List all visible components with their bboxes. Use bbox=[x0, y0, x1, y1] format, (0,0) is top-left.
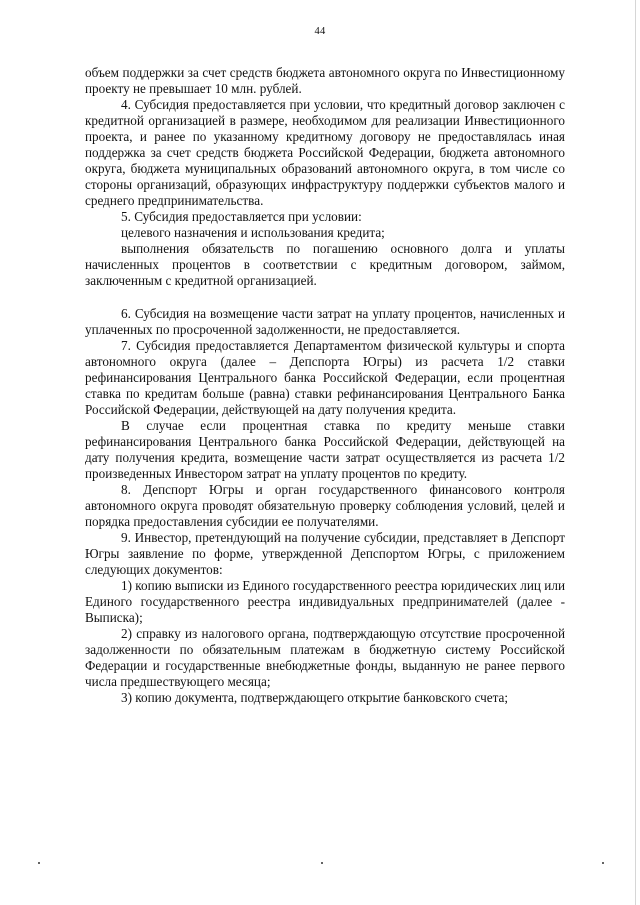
paragraph-gap bbox=[85, 289, 565, 306]
paragraph-4: 4. Субсидия предоставляется при условии, что кредитный договор заключен с кредитной организацией в размере, необходимом для реализации Инвестиционного проекта, и ранее по указанному кредитному договору не предоставлялась иная поддержка за счет средств бюджета Российской Федерации, бюджета автономного округа, бюджета муниципальных образований автономного округа, в том числе со стороны организаций, образующих инфраструктуру поддержки субъектов малого и среднего предпринимательства. bbox=[85, 97, 565, 208]
page-number: 44 bbox=[314, 26, 326, 37]
paragraph-5-condition-2: выполнения обязательств по погашению основного долга и уплаты начисленных процентов в соответствии с кредитным договором, займом, заключенным с кредитной организацией. bbox=[85, 241, 565, 288]
scan-speck bbox=[321, 862, 323, 864]
scan-speck bbox=[38, 862, 40, 864]
paragraph-9: 9. Инвестор, претендующий на получение субсидии, представляет в Депспорт Югры заявление по форме, утвержденной Депспортом Югры, с приложением следующих документов: bbox=[85, 530, 565, 577]
paragraph-5: 5. Субсидия предоставляется при условии: bbox=[121, 209, 362, 224]
paragraph-5-condition-1: целевого назначения и использования кредита; bbox=[121, 225, 385, 240]
paragraph-9-item-1: 1) копию выписки из Единого государственного реестра юридических лиц или Единого государственного реестра индивидуальных предпринимателей (далее - Выписка); bbox=[85, 578, 565, 625]
scan-speck bbox=[602, 862, 604, 864]
paragraph-7: 7. Субсидия предоставляется Департаментом физической культуры и спорта автономного округа (далее – Депспорта Югры) из расчета 1/2 ставки рефинансирования Центрального банка Российской Федерации, если процентная ставка по кредитам больше (равна) ставки рефинансирования Центрального Банка Российской Федерации, действующей на дату получения кредита. bbox=[85, 338, 565, 417]
paragraph-9-item-2: 2) справку из налогового органа, подтверждающую отсутствие просроченной задолженности по обязательным платежам в бюджетную систему Российской Федерации и государственные внебюджетные фонды, выданную не ранее первого числа предшествующего месяца; bbox=[85, 626, 565, 689]
paragraph-8: 8. Депспорт Югры и орган государственного финансового контроля автономного округа проводят обязательную проверку соблюдения условий, целей и порядка предоставления субсидии ее получателями. bbox=[85, 482, 565, 529]
paragraph-support-volume: объем поддержки за счет средств бюджета автономного округа по Инвестиционному проекту не превышает 10 млн. рублей. bbox=[85, 65, 565, 96]
paragraph-7-case: В случае если процентная ставка по кредиту меньше ставки рефинансирования Центрального банка Российской Федерации, действующей на дату получения кредита, возмещение части затрат осуществляется из расчета 1/2 произведенных Инвестором затрат на уплату процентов по кредиту. bbox=[85, 418, 565, 481]
document-body bbox=[85, 65, 565, 706]
scan-edge-line bbox=[635, 0, 636, 905]
paragraph-9-item-3: 3) копию документа, подтверждающего открытие банковского счета; bbox=[121, 690, 509, 705]
paragraph-6: 6. Субсидия на возмещение части затрат на уплату процентов, начисленных и уплаченных по просроченной задолженности, не предоставляется. bbox=[85, 306, 565, 337]
